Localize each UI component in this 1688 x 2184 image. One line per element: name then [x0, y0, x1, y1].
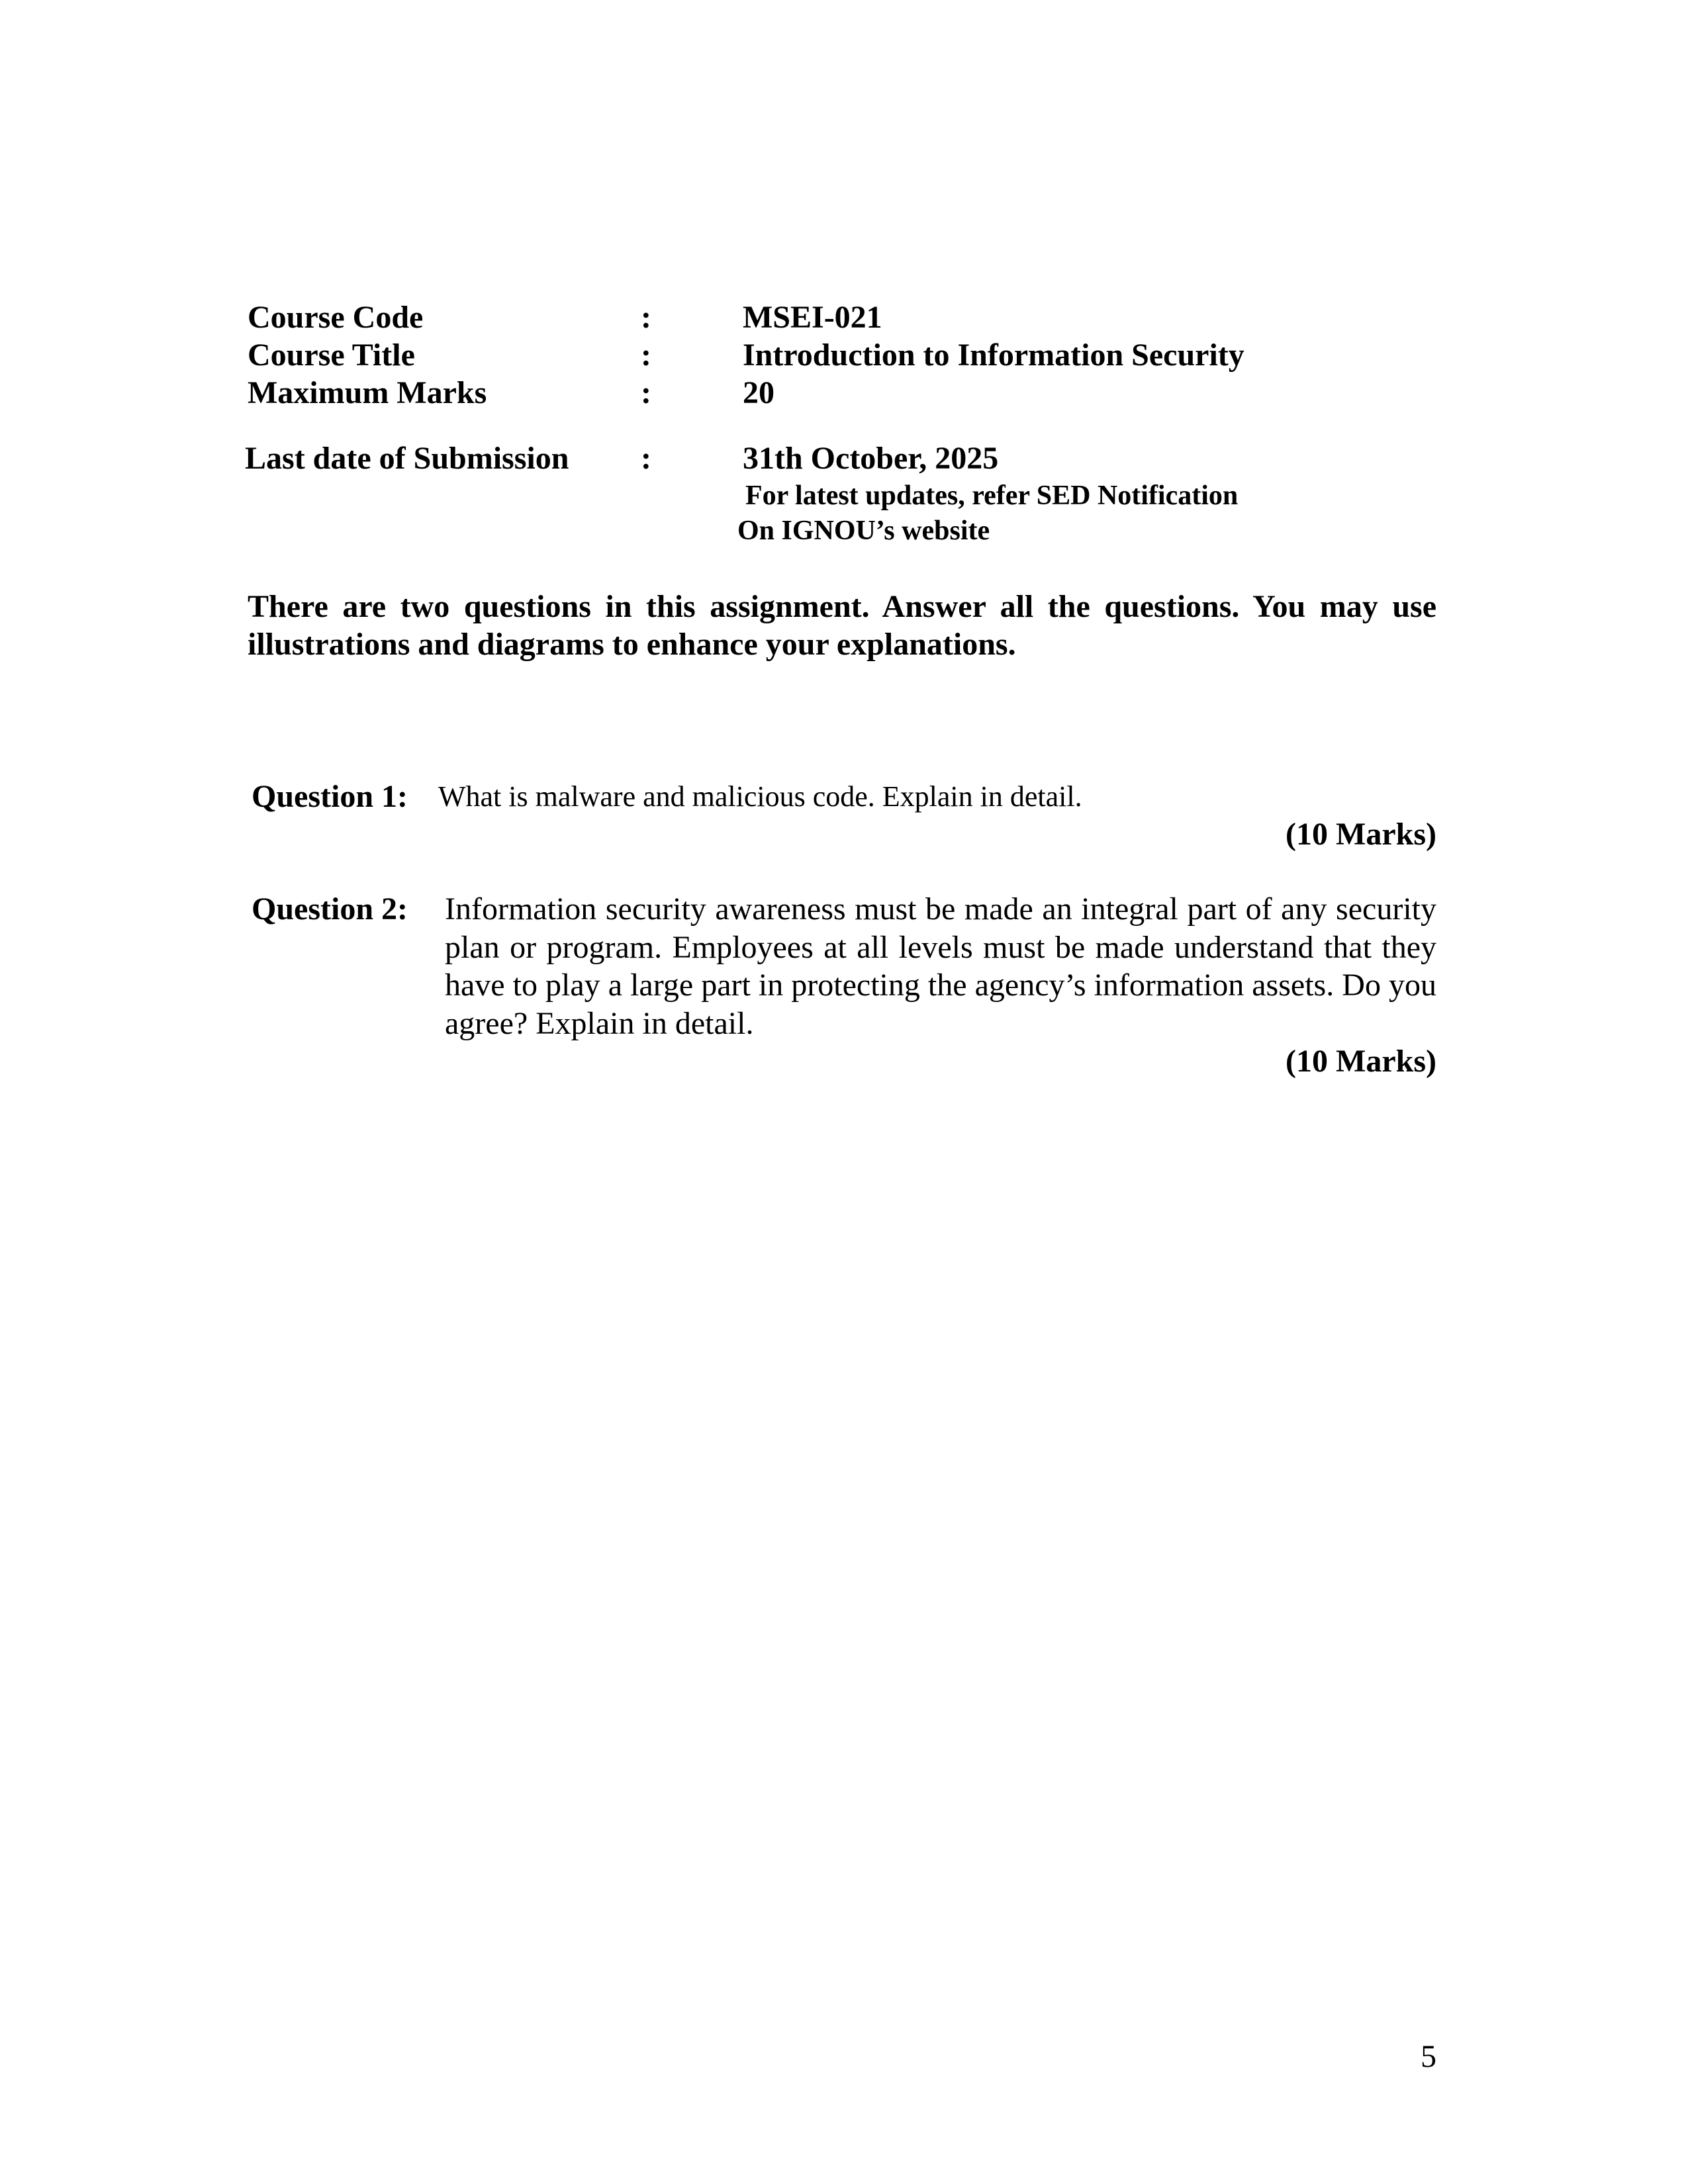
question-2-marks: (10 Marks) — [1286, 1044, 1436, 1079]
course-title-colon: : — [641, 338, 651, 373]
maximum-marks-value: 20 — [743, 375, 774, 410]
course-title-label: Course Title — [248, 338, 415, 373]
submission-date-value: 31th October, 2025 — [743, 441, 999, 476]
course-code-label: Course Code — [248, 300, 424, 335]
course-title-value: Introduction to Information Security — [743, 338, 1244, 373]
maximum-marks-colon: : — [641, 375, 651, 410]
question-2-label: Question 2: — [252, 891, 408, 927]
assignment-instructions: There are two questions in this assignment. Answer all the questions. You may use illustrations and diagrams to enhance your explanations. — [248, 589, 1436, 662]
maximum-marks-label: Maximum Marks — [248, 375, 487, 410]
question-1-text: What is malware and malicious code. Explain in detail. — [438, 780, 1082, 813]
updates-note: For latest updates, refer SED Notification — [745, 480, 1239, 511]
page-number: 5 — [1421, 2039, 1436, 2074]
course-code-colon: : — [641, 300, 651, 335]
question-1-marks: (10 Marks) — [1286, 817, 1436, 852]
submission-date-colon: : — [641, 441, 651, 476]
question-1-label: Question 1: — [252, 779, 408, 814]
website-note: On IGNOU’s website — [737, 516, 990, 546]
course-code-value: MSEI-021 — [743, 300, 882, 335]
question-2-text: Information security awareness must be made an integral part of any security plan or program. Employees at all levels must be made understand that they have to play a large part in protecting the agency’s information assets. Do you agree? Explain in detail. — [445, 891, 1436, 1041]
submission-date-label: Last date of Submission — [245, 441, 569, 476]
